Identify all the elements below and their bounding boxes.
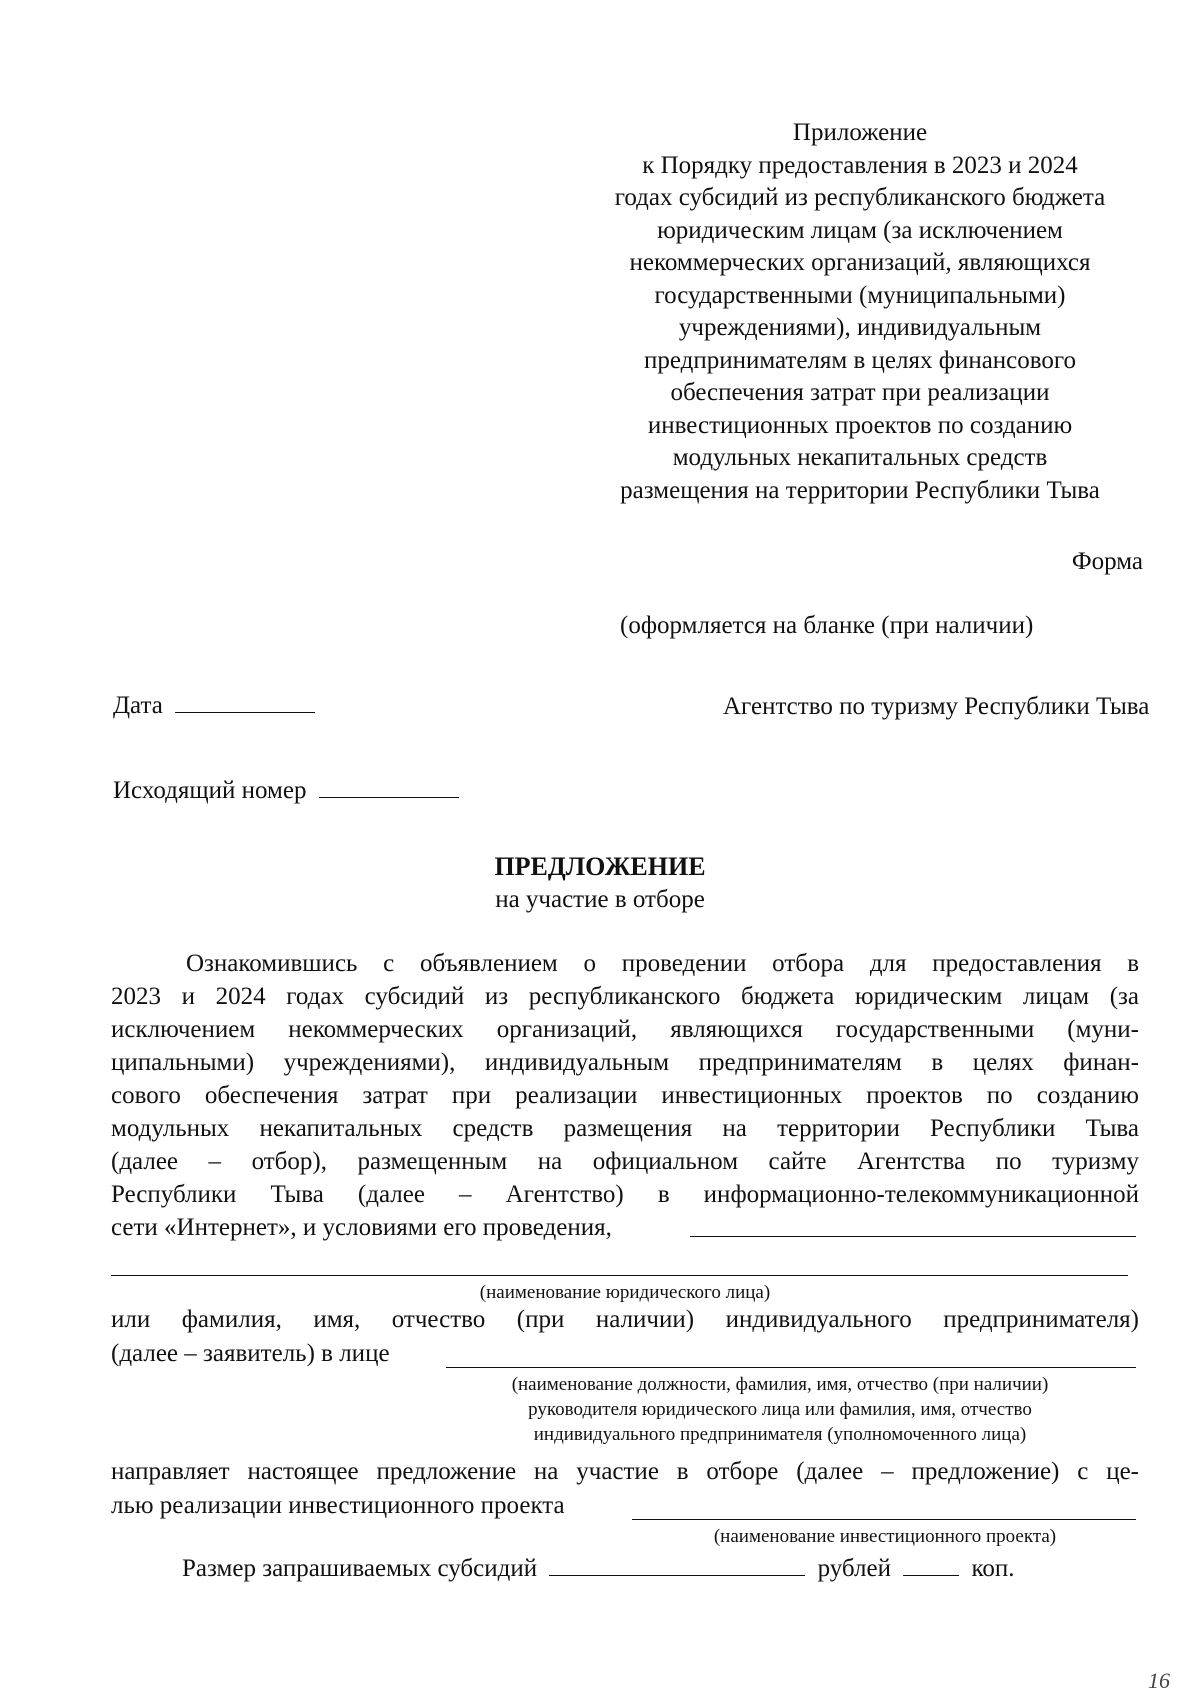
body-line: 2023 и 2024 годах субсидий из республиканского бюджета юридическим лицам (за: [111, 983, 1139, 1010]
date-blank: [175, 690, 315, 713]
annex-line: государственными (муниципальными): [654, 281, 1066, 309]
text-line-directs-2: [111, 1492, 1139, 1520]
note-person-line: (наименование должности, фамилия, имя, отчество (при наличии): [511, 1374, 1049, 1395]
addressee-agency: Агентство по туризму Республики Тыва: [723, 693, 1150, 720]
body-line: сети «Интернет», и условиями его проведения,: [111, 1214, 612, 1241]
subsidy-row: [182, 1553, 1142, 1583]
annex-line: обеспечения затрат при реализации: [670, 379, 1050, 406]
representative-blank: [446, 1367, 1136, 1368]
letterhead-note: (оформляется на бланке (при наличии): [620, 612, 1034, 639]
note-person-line: руководителя юридического лица или фамилия, имя, отчество: [528, 1399, 1032, 1420]
body-line: (далее – отбор), размещенным на официальном сайте Агентства по туризму: [111, 1148, 1139, 1175]
note-person: [420, 1372, 1140, 1447]
annex-line: модульных некапитальных средств: [672, 444, 1048, 471]
applicant-name-blank-1: [690, 1236, 1136, 1237]
annex-line: Приложение: [792, 119, 928, 146]
annex-line: предпринимателям в целях финансового: [643, 346, 1077, 374]
body-paragraph: [111, 947, 1139, 1244]
date-field-row: [113, 690, 315, 720]
text-line-or-ip: или фамилия, имя, отчество (при наличии) индивидуального предпринимателя): [111, 1306, 1139, 1333]
document-title: ПРЕДЛОЖЕНИЕ: [494, 852, 706, 881]
subsidy-amount-blank: [549, 1553, 805, 1576]
note-project: (наименование инвестиционного проекта): [713, 1526, 1057, 1547]
page-number: 16: [1148, 1668, 1170, 1693]
body-line: Республики Тыва (далее – Агентство) в информационно-телекоммуникационной: [111, 1181, 1139, 1208]
body-line: модульных некапитальных средств размещения на территории Республики Тыва: [111, 1115, 1139, 1142]
annex-line: некоммерческих организаций, являющихся: [629, 249, 1091, 276]
form-label: Форма: [1071, 548, 1143, 575]
annex-line: юридическим лицам (за исключением: [657, 216, 1063, 244]
rubles-label: рублей: [817, 1555, 891, 1582]
body-line: исключением некоммерческих организаций, являющихся государственными (муни-: [111, 1016, 1139, 1043]
annex-header: [560, 117, 1160, 507]
annex-line: к Порядку предоставления в 2023 и 2024: [642, 151, 1078, 179]
project-label: лью реализации инвестиционного проекта: [111, 1492, 565, 1519]
document-subtitle: на участие в отборе: [495, 886, 705, 913]
project-name-blank: [632, 1519, 1136, 1520]
text-line-directs-1: направляет настоящее предложение на участие в отборе (далее – предложение) с це-: [111, 1458, 1139, 1485]
applicant-label: (далее – заявитель) в лице: [111, 1340, 390, 1367]
subsidy-label: Размер запрашиваемых субсидий: [182, 1555, 538, 1582]
note-legal-entity: (наименование юридического лица): [479, 1282, 771, 1303]
kopecks-blank: [903, 1553, 959, 1576]
applicant-row: [111, 1340, 1139, 1368]
note-person-line: индивидуального предпринимателя (уполномоченного лица): [533, 1424, 1027, 1445]
outgoing-number-row: [113, 775, 459, 805]
date-label: Дата: [113, 692, 163, 719]
annex-line: инвестиционных проектов по созданию: [647, 411, 1073, 439]
outgoing-number-label: Исходящий номер: [113, 777, 307, 804]
body-line: сового обеспечения затрат при реализации инвестиционных проектов по созданию: [111, 1082, 1139, 1109]
annex-line: годах субсидий из республиканского бюджета: [614, 184, 1106, 211]
applicant-name-blank-2: [111, 1275, 1128, 1276]
outgoing-number-blank: [319, 775, 459, 798]
annex-line: размещения на территории Республики Тыва: [620, 476, 1100, 504]
kopecks-label: коп.: [971, 1555, 1015, 1582]
body-line: ципальными) учреждениями), индивидуальным предпринимателям в целях финан-: [111, 1049, 1139, 1076]
body-line: Ознакомившись с объявлением о проведении отбора для предоставления в: [186, 950, 1139, 977]
annex-line: учреждениями), индивидуальным: [678, 314, 1042, 341]
